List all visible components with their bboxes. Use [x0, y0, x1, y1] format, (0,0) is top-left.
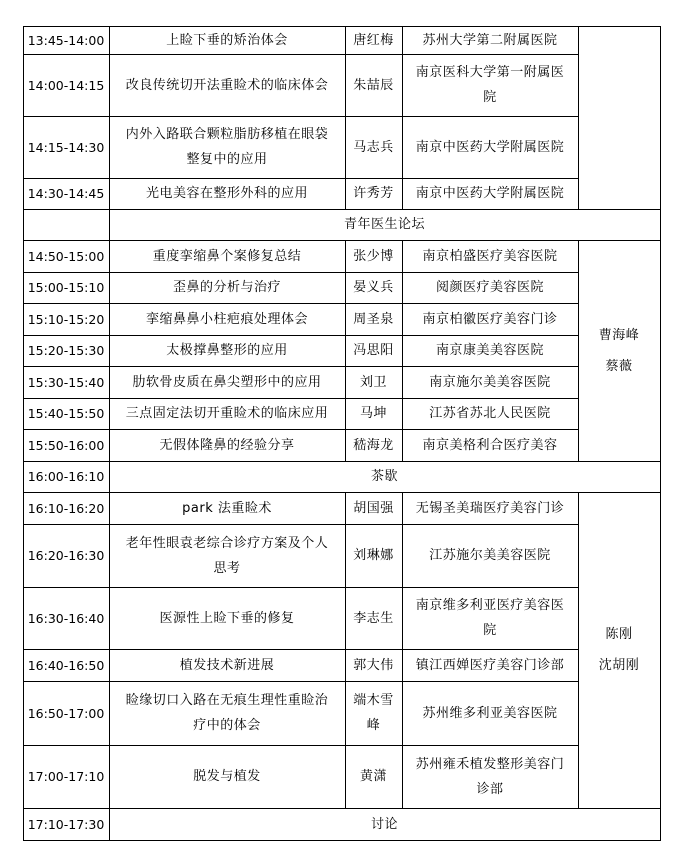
speaker-name	[345, 54, 402, 116]
talk-topic	[109, 524, 345, 587]
talk-topic-line: 光电美容在整形外科的应用	[145, 186, 308, 201]
hospital-name-line: 镇江西婵医疗美容门诊部	[415, 657, 565, 673]
talk-topic-line: 老年性眼袁老综合诊疗方案及个人	[125, 535, 329, 551]
table-rule	[402, 398, 403, 430]
speaker-name-line: 张少博	[353, 248, 394, 264]
moderator-name: 曹海峰	[598, 327, 640, 343]
section-title: 茶歇	[370, 469, 398, 484]
hospital-name	[402, 524, 578, 587]
table-rule	[402, 524, 403, 588]
table-rule	[23, 178, 579, 179]
table-rule	[402, 745, 403, 809]
hospital-name-line: 南京柏盛医疗美容医院	[422, 248, 558, 264]
hospital-name	[402, 303, 578, 335]
time-cell: 16:30-16:40	[27, 610, 105, 626]
table-rule	[345, 587, 346, 650]
table-rule	[345, 178, 346, 210]
hospital-name	[402, 745, 578, 808]
table-rule	[345, 366, 346, 399]
speaker-name-line: 郭大伟	[353, 657, 394, 673]
table-rule	[23, 240, 579, 241]
time-cell: 16:00-16:10	[27, 469, 105, 484]
talk-topic	[109, 26, 345, 54]
table-rule	[23, 26, 579, 27]
table-rule	[23, 461, 661, 462]
table-rule	[578, 808, 661, 809]
speaker-name-line: 马坤	[359, 406, 387, 421]
talk-topic-line: 脱发与植发	[193, 769, 261, 784]
speaker-name-line: 峰	[366, 718, 381, 733]
table-rule	[23, 492, 579, 493]
speaker-name-line: 端木雪	[353, 693, 394, 708]
table-rule	[345, 272, 346, 304]
table-rule	[23, 209, 661, 210]
table-rule	[345, 429, 346, 462]
table-rule	[23, 745, 579, 746]
speaker-name-line: 晏义兵	[353, 280, 394, 295]
hospital-name-line: 院	[483, 623, 497, 638]
hospital-name	[402, 649, 578, 681]
talk-topic-line: park 法重睑术	[182, 500, 272, 516]
talk-topic-line: 无假体隆鼻的经验分享	[159, 437, 295, 453]
talk-topic-line: 歪鼻的分析与治疗	[172, 280, 281, 295]
hospital-name-line: 南京康美美容医院	[435, 343, 544, 358]
table-rule	[345, 26, 346, 55]
hospital-name-line: 南京维多利亚医疗美容医	[415, 598, 565, 613]
talk-topic-line: 医源性上睑下垂的修复	[159, 610, 295, 626]
speaker-name	[345, 178, 402, 209]
table-rule	[578, 26, 579, 55]
talk-topic-line: 挛缩鼻鼻小柱疤痕处理体会	[145, 311, 308, 327]
hospital-name-line: 江苏省苏北人民医院	[429, 406, 551, 421]
table-rule	[345, 398, 346, 430]
table-rule	[402, 335, 403, 367]
table-rule	[23, 840, 661, 841]
table-rule	[23, 303, 579, 304]
speaker-name	[345, 524, 402, 587]
speaker-name	[345, 335, 402, 366]
talk-topic	[109, 587, 345, 649]
hospital-name	[402, 116, 578, 178]
time-cell: 13:45-14:00	[27, 32, 105, 48]
talk-topic-line: 疗中的体会	[193, 718, 261, 733]
talk-topic	[109, 303, 345, 335]
table-rule	[402, 272, 403, 304]
time-cell: 14:50-15:00	[27, 248, 105, 264]
speaker-name	[345, 240, 402, 272]
table-rule	[345, 116, 346, 179]
speaker-name	[345, 649, 402, 681]
hospital-name-line: 苏州大学第二附属医院	[422, 32, 558, 48]
speaker-name	[345, 587, 402, 649]
table-rule	[345, 240, 346, 273]
table-rule	[23, 335, 579, 336]
speaker-name	[345, 429, 402, 461]
hospital-name-line: 无锡圣美瑞医疗美容门诊	[415, 500, 565, 516]
speaker-name	[345, 303, 402, 335]
speaker-name	[345, 398, 402, 429]
talk-topic	[109, 398, 345, 429]
time-cell: 15:50-16:00	[27, 437, 105, 453]
table-rule	[345, 303, 346, 336]
table-rule	[578, 461, 661, 462]
time-cell: 15:30-15:40	[27, 374, 105, 390]
talk-topic	[109, 116, 345, 178]
talk-topic	[109, 240, 345, 272]
speaker-name	[345, 116, 402, 178]
speaker-name	[345, 26, 402, 54]
talk-topic-line: 重度挛缩鼻个案修复总结	[152, 248, 302, 264]
time-cell	[23, 209, 109, 240]
table-rule	[402, 303, 403, 336]
time-cell: 17:10-17:30	[27, 816, 105, 832]
talk-topic	[109, 429, 345, 461]
time-cell: 17:00-17:10	[27, 769, 105, 784]
table-rule	[345, 745, 346, 809]
talk-topic	[109, 745, 345, 808]
table-rule	[660, 26, 661, 841]
hospital-name	[402, 681, 578, 745]
talk-topic	[109, 54, 345, 116]
speaker-name-line: 胡国强	[353, 500, 394, 516]
hospital-name-line: 南京中医药大学附属医院	[415, 139, 565, 155]
hospital-name	[402, 587, 578, 649]
table-rule	[402, 492, 403, 525]
speaker-name-line: 周圣泉	[353, 311, 394, 327]
table-rule	[345, 649, 346, 682]
talk-topic-line: 肋软骨皮质在鼻尖塑形中的应用	[132, 374, 322, 390]
table-rule	[345, 681, 346, 746]
speaker-name	[345, 745, 402, 808]
talk-topic-line: 上睑下垂的矫治体会	[166, 32, 288, 48]
hospital-name	[402, 366, 578, 398]
moderator-name: 蔡薇	[605, 358, 633, 374]
talk-topic-line: 睑缘切口入路在无痕生理性重睑治	[125, 693, 329, 708]
moderator-cell	[578, 492, 660, 808]
talk-topic-line: 内外入路联合颗粒脂肪移植在眼袋	[125, 127, 329, 142]
table-rule	[23, 366, 579, 367]
table-rule	[23, 116, 579, 117]
hospital-name	[402, 398, 578, 429]
speaker-name-line: 朱喆辰	[353, 77, 394, 93]
table-rule	[402, 649, 403, 682]
table-rule	[578, 178, 579, 210]
hospital-name	[402, 178, 578, 209]
table-rule	[402, 429, 403, 462]
hospital-name	[402, 335, 578, 366]
talk-topic-line: 三点固定法切开重睑术的临床应用	[125, 406, 329, 421]
table-rule	[578, 116, 579, 179]
section-title: 讨论	[370, 816, 398, 832]
time-cell: 16:20-16:30	[27, 548, 105, 563]
hospital-name	[402, 26, 578, 54]
table-rule	[578, 26, 661, 27]
speaker-name-line: 刘琳娜	[353, 548, 394, 563]
moderator-name: 陈刚	[605, 627, 633, 642]
speaker-name-line: 马志兵	[353, 139, 394, 155]
talk-topic	[109, 649, 345, 681]
talk-topic	[109, 492, 345, 524]
table-rule	[345, 54, 346, 117]
time-cell: 15:40-15:50	[27, 406, 105, 421]
hospital-name-line: 南京医科大学第一附属医	[415, 65, 565, 80]
time-cell: 15:00-15:10	[27, 280, 105, 295]
table-rule	[345, 335, 346, 367]
time-cell: 15:10-15:20	[27, 311, 105, 327]
hospital-name-line: 院	[483, 90, 497, 105]
talk-topic-line: 改良传统切开法重睑术的临床体会	[125, 77, 329, 93]
hospital-name-line: 诊部	[476, 781, 504, 797]
hospital-name-line: 南京施尔美美容医院	[429, 374, 551, 390]
table-rule	[23, 681, 579, 682]
table-rule	[23, 398, 579, 399]
table-rule	[402, 54, 403, 117]
hospital-name-line: 南京中医药大学附属医院	[415, 186, 565, 201]
hospital-name-line: 苏州维多利亚美容医院	[422, 705, 558, 721]
hospital-name	[402, 272, 578, 303]
talk-topic-line: 植发技术新进展	[179, 657, 275, 673]
talk-topic	[109, 178, 345, 209]
hospital-name-line: 南京美格利合医疗美容	[422, 437, 558, 453]
moderator-cell	[578, 240, 660, 461]
table-rule	[23, 649, 579, 650]
speaker-name-line: 嵇海龙	[353, 437, 394, 453]
time-cell: 16:50-17:00	[27, 705, 105, 721]
hospital-name	[402, 240, 578, 272]
speaker-name-line: 唐红梅	[353, 32, 394, 48]
table-rule	[23, 808, 661, 809]
time-cell: 14:30-14:45	[27, 186, 105, 201]
hospital-name-line: 江苏施尔美美容医院	[429, 548, 551, 563]
hospital-name	[402, 492, 578, 524]
speaker-name	[345, 492, 402, 524]
hospital-name	[402, 54, 578, 116]
hospital-name-line: 苏州雍禾植发整形美容门	[415, 756, 565, 772]
talk-topic	[109, 366, 345, 398]
talk-topic-line: 整复中的应用	[186, 152, 268, 167]
table-rule	[23, 524, 579, 525]
time-cell: 15:20-15:30	[27, 343, 105, 358]
talk-topic-line: 思考	[213, 560, 241, 576]
section-title: 青年医生论坛	[343, 217, 425, 232]
time-cell: 16:40-16:50	[27, 657, 105, 673]
time-cell: 16:10-16:20	[27, 500, 105, 516]
table-rule	[345, 492, 346, 525]
table-rule	[402, 240, 403, 273]
talk-topic-line: 太极撑鼻整形的应用	[166, 343, 288, 358]
table-rule	[402, 178, 403, 210]
table-rule	[402, 366, 403, 399]
speaker-name-line: 许秀芳	[353, 186, 394, 201]
table-rule	[578, 54, 579, 117]
speaker-name-line: 李志生	[353, 610, 394, 626]
moderator-name: 沈胡刚	[598, 658, 640, 673]
table-rule	[23, 272, 579, 273]
table-rule	[402, 587, 403, 650]
speaker-name-line: 刘卫	[359, 374, 387, 390]
speaker-name	[345, 366, 402, 398]
hospital-name	[402, 429, 578, 461]
talk-topic	[109, 681, 345, 745]
hospital-name-line: 阅颜医疗美容医院	[435, 280, 544, 295]
table-rule	[23, 587, 579, 588]
table-rule	[402, 26, 403, 55]
talk-topic	[109, 335, 345, 366]
hospital-name-line: 南京柏徽医疗美容门诊	[422, 311, 558, 327]
table-rule	[345, 524, 346, 588]
time-cell: 14:00-14:15	[27, 77, 105, 93]
table-rule	[402, 116, 403, 179]
speaker-name-line: 冯思阳	[353, 343, 394, 358]
speaker-name	[345, 681, 402, 745]
table-rule	[402, 681, 403, 746]
table-rule	[23, 54, 579, 55]
time-cell: 14:15-14:30	[27, 139, 105, 155]
speaker-name-line: 黄潇	[359, 769, 387, 784]
table-rule	[23, 429, 579, 430]
speaker-name	[345, 272, 402, 303]
talk-topic	[109, 272, 345, 303]
